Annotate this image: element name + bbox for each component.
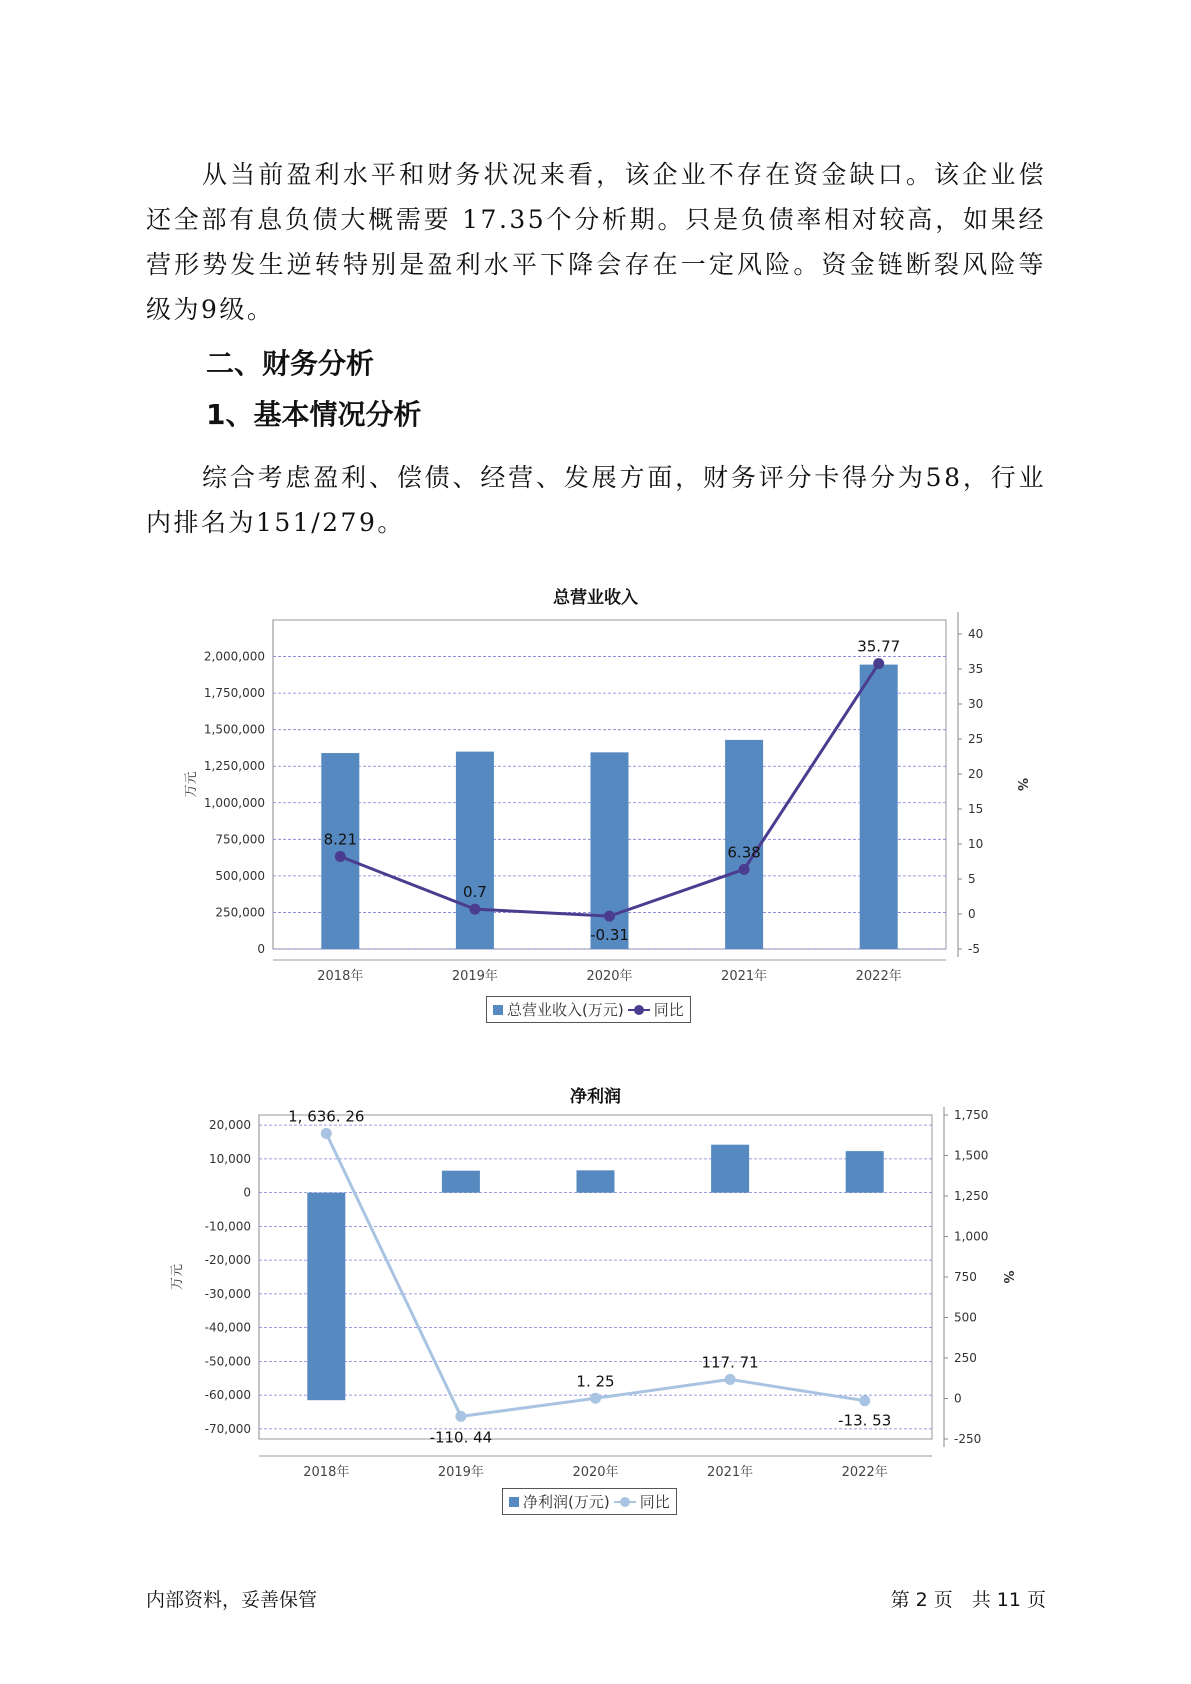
line-point [469, 904, 480, 915]
x-tick-label: 2022年 [855, 969, 902, 984]
footer-confidential-note: 内部资料，妥善保管 [146, 1589, 318, 1611]
bar [846, 1151, 884, 1193]
data-label: 1. 25 [576, 1372, 615, 1391]
data-label: -110. 44 [429, 1428, 493, 1447]
y-tick-label: 1,250,000 [203, 759, 265, 774]
x-tick-label: 2020年 [586, 969, 633, 984]
x-tick-label: 2019年 [437, 1465, 484, 1480]
section-heading-financial-analysis: 二、财务分析 [206, 347, 375, 380]
y-tick-label: 250,000 [215, 905, 265, 920]
y-tick-label: -50,000 [204, 1354, 251, 1369]
scorecard-paragraph: 综合考虑盈利、偿债、经营、发展方面，财务评分卡得分为58，行业内排名为151/279。 [146, 463, 1046, 537]
legend-bar-label: 总营业收入(万元) [507, 1001, 624, 1019]
y2-tick-label: 10 [968, 837, 984, 851]
y2-axis-title: % [1014, 777, 1029, 792]
bar [456, 752, 494, 949]
y-tick-label: 0 [257, 942, 265, 956]
footer-page-number: 第 2 页 共 11 页 [890, 1589, 1046, 1611]
y-tick-label: 500,000 [215, 868, 265, 883]
x-tick-label: 2018年 [303, 1465, 350, 1480]
x-tick-label: 2020年 [572, 1465, 619, 1480]
legend-line-label: 同比 [639, 1493, 670, 1511]
line-point [590, 1393, 601, 1404]
y-tick-label: 1,750,000 [203, 686, 265, 701]
subsection-heading-basic-analysis: 1、基本情况分析 [206, 398, 422, 431]
y-axis-title: 万元 [184, 771, 199, 798]
y2-tick-label: 1,750 [954, 1108, 989, 1122]
data-label: 35.77 [857, 637, 901, 656]
legend-line-swatch [614, 1496, 636, 1508]
line-point [859, 1395, 870, 1406]
y-tick-label: -40,000 [204, 1320, 251, 1335]
data-label: 8.21 [323, 830, 358, 849]
y-tick-label: -60,000 [204, 1388, 251, 1403]
legend-bar-swatch [509, 1497, 519, 1507]
line-point [335, 851, 346, 862]
y-tick-label: 1,500,000 [203, 722, 265, 737]
y2-tick-label: -5 [968, 942, 980, 956]
data-label: 0.7 [462, 883, 487, 902]
bar [860, 665, 898, 949]
data-label: 117. 71 [701, 1353, 759, 1372]
y2-tick-label: 40 [968, 627, 984, 641]
data-label: 6.38 [727, 843, 761, 862]
legend-line-label: 同比 [653, 1001, 684, 1019]
analysis-paragraph-1: 从当前盈利水平和财务状况来看，该企业不存在资金缺口。该企业偿还全部有息负债大概需要 17.35个分析期。只是负债率相对较高，如果经营形势发生逆转特别是盈利水平下降会存在一定风险。资金链断裂风险等级为9级。 [146, 160, 1046, 324]
x-tick-label: 2019年 [451, 969, 498, 984]
x-tick-label: 2018年 [317, 969, 364, 984]
legend-bar-label: 净利润(万元) [523, 1493, 610, 1511]
x-tick-label: 2021年 [707, 1465, 754, 1480]
net-profit-chart [0, 1100, 1191, 1500]
bar [711, 1145, 749, 1193]
y-tick-label: 2,000,000 [203, 649, 265, 664]
legend-bar-swatch [493, 1005, 503, 1015]
y2-axis-title: % [1000, 1270, 1015, 1284]
y2-tick-label: 1,500 [954, 1148, 989, 1163]
y-tick-label: 750,000 [215, 832, 265, 847]
line-point [873, 658, 884, 669]
y-tick-label: 1,000,000 [203, 795, 265, 810]
line-point [455, 1411, 466, 1422]
y-axis-title: 万元 [170, 1263, 185, 1291]
plot-area [259, 1115, 932, 1439]
y2-tick-label: 250 [954, 1351, 977, 1365]
y2-tick-label: 0 [968, 907, 976, 921]
y-tick-label: 0 [243, 1185, 251, 1200]
bar [577, 1170, 615, 1192]
chart2-legend [502, 1488, 677, 1515]
y-tick-label: -20,000 [204, 1253, 251, 1268]
y-tick-label: -30,000 [204, 1286, 251, 1301]
x-tick-label: 2021年 [721, 969, 768, 984]
line-point [739, 864, 750, 875]
y-tick-label: 10,000 [209, 1151, 251, 1166]
line-point [725, 1374, 736, 1385]
y2-tick-label: 1,250 [954, 1189, 989, 1203]
y2-tick-label: 750 [954, 1270, 977, 1284]
y-tick-label: -70,000 [204, 1421, 251, 1436]
data-label: -0.31 [590, 926, 629, 945]
y2-tick-label: 5 [968, 872, 976, 886]
y2-tick-label: 1,000 [954, 1229, 989, 1244]
legend-line-swatch [628, 1004, 650, 1016]
y2-tick-label: 20 [968, 767, 984, 781]
y2-tick-label: 30 [968, 697, 984, 711]
y2-tick-label: 25 [968, 732, 984, 746]
x-tick-label: 2022年 [841, 1465, 888, 1480]
y2-tick-label: 0 [954, 1391, 962, 1406]
bar [307, 1193, 345, 1401]
y2-tick-label: 35 [968, 662, 984, 676]
chart1-legend [486, 996, 691, 1023]
line-point [604, 911, 615, 922]
line-point [321, 1128, 332, 1139]
y-tick-label: -10,000 [204, 1219, 251, 1234]
chart2-title: 净利润 [570, 1087, 621, 1107]
y2-tick-label: -250 [954, 1432, 982, 1446]
y2-tick-label: 15 [968, 802, 984, 816]
revenue-chart [0, 600, 1191, 1030]
chart1-title: 总营业收入 [553, 588, 638, 608]
y2-tick-label: 500 [954, 1310, 977, 1325]
data-label: 1, 636. 26 [288, 1107, 365, 1126]
data-label: -13. 53 [838, 1411, 892, 1430]
bar [442, 1171, 480, 1193]
y-tick-label: 20,000 [209, 1118, 251, 1133]
